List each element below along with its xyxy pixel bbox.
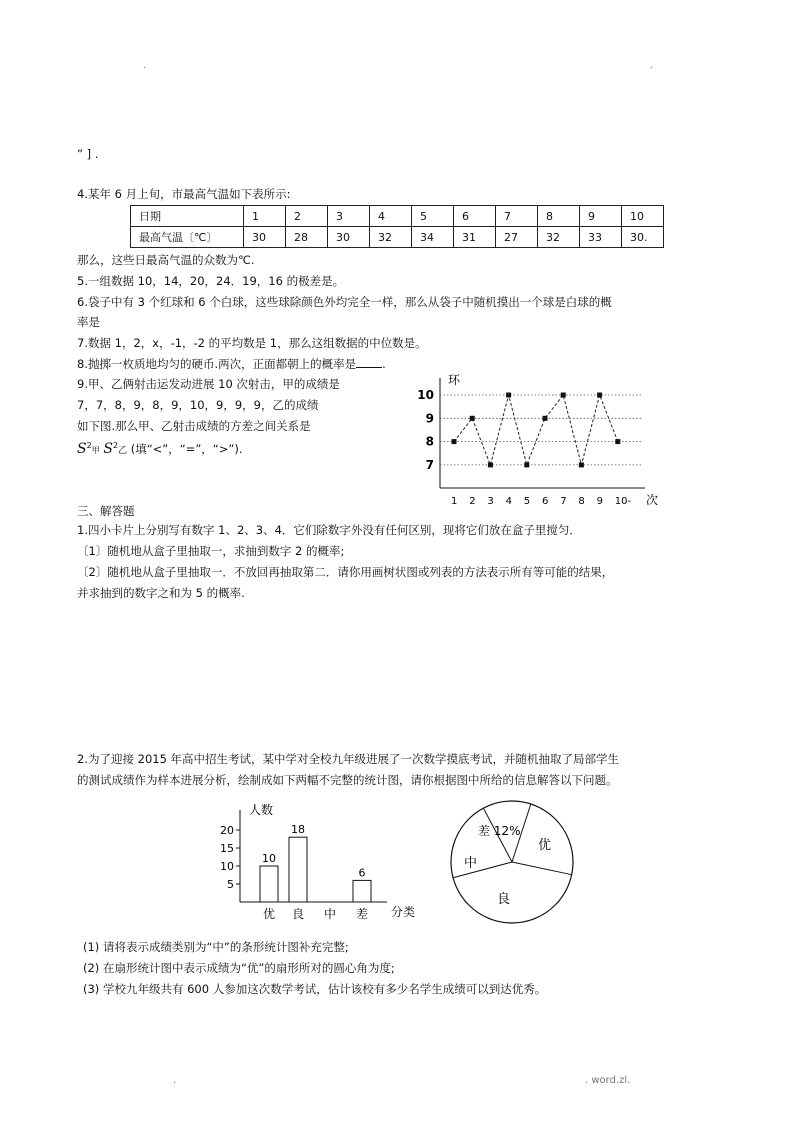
x-tick-label: 1 [451,496,458,507]
q4-stem: 4.某年 6 月上旬，市最高气温如下表所示: [77,187,291,201]
bar [289,837,307,902]
q8 [77,356,386,372]
header-dot-left: . [143,60,147,71]
footer-text: . word.zl. [585,1075,631,1086]
data-point [543,416,548,421]
q8-end: . [382,357,386,371]
table-cell: 27 [496,227,538,248]
x-tick-label: 8 [578,496,585,507]
square: 2 [112,441,119,450]
data-label: 18 [291,823,305,837]
y-axis-label: 环 [448,373,461,387]
pie-slice-label-cha: 差 12% [478,824,521,838]
q9-tail: (填“<”，“=”，“>”). [130,441,243,456]
table-cell: 5 [412,206,454,227]
answer-blank [356,356,382,368]
table-cell: 10 [622,206,664,227]
series-line [454,395,618,465]
temperature-table [130,205,664,248]
s3-q1-2a: 〔2〕随机地从盒子里抽取一．不放回再抽取第二．请你用画树状图或列表的方法表示所有等可能的结果， [77,565,614,579]
pie-slice-label-liang: 良 [497,892,511,907]
s3-q1-1: 〔1〕随机地从盒子里抽取一，求抽到数字 2 的概率; [77,544,345,558]
y-tick-label: 15 [220,842,234,855]
top-fragment: ” ] . [77,147,99,161]
table-cell: 2 [286,206,328,227]
x-tick-label: 3 [487,496,494,507]
data-point [524,462,529,467]
q8-text: 8.抛掷一枚质地均匀的硬币.两次，正面都朝上的概率是 [77,357,357,371]
data-point [597,393,602,398]
score-bar-chart [215,798,425,928]
table-cell: 33 [580,227,622,248]
data-point [452,439,457,444]
q7: 7.数据 1，2，x，-1，-2 的平均数是 1，那么这组数据的中位数是。 [77,336,427,350]
table-cell: 30 [328,227,370,248]
table-cell: 4 [370,206,412,227]
y-tick-label: 7 [425,457,434,472]
x-tick-label: 4 [505,496,512,507]
x-axis-label: 次 [646,493,659,507]
square: 2 [86,441,92,450]
q9-line2: 7，7，8，9，8，9，10，9，9，9，乙的成绩 [77,398,319,412]
table-row [131,206,664,227]
y-axis-label: 人数 [249,803,274,817]
s3-q2-b: 的测试成绩作为样本进展分析，绘制成如下两幅不完整的统计图，请你根据图中所给的信息解答以下问题。 [77,773,618,787]
y-tick-label: 10 [220,860,234,873]
y-tick-label: 10 [417,388,434,402]
x-tick-label: 10- [614,496,632,507]
table-head-temp: 最高气温〔℃〕 [131,227,244,248]
table-cell: 30 [244,227,286,248]
x-tick-label: 2 [469,496,476,507]
x-tick-label: 5 [523,496,531,507]
s3-q1-stem: 1.四小卡片上分别写有数字 1、2、3、4．它们除数字外没有任何区别，现将它们放在盒子里搅匀． [77,523,581,537]
table-cell: 30. [622,227,664,248]
variance-symbol: S [103,440,113,457]
y-tick-label: 20 [220,824,234,837]
category-label: 差 [355,907,369,921]
s3-q2-2: (2) 在扇形统计图中表示成绩为“优”的扇形所对的圆心角为度; [83,961,395,975]
data-point [488,462,493,467]
variance-symbol: S [77,440,87,457]
table-cell: 32 [370,227,412,248]
pie-slice-label-you: 优 [538,838,552,853]
shooting-line-chart [417,370,670,510]
q9-line3: 如下图.那么甲、乙射击成绩的方差之间关系是 [77,419,311,433]
bar [260,866,278,902]
category-label: 优 [262,907,276,921]
data-point [615,439,620,444]
category-label: 中 [323,907,337,921]
data-label: 6 [358,866,366,880]
table-cell: 32 [538,227,580,248]
x-tick-label: 6 [542,496,549,507]
table-cell: 31 [454,227,496,248]
pie-slice-label-zhong: 中 [464,856,478,871]
data-point [506,393,511,398]
data-label: 10 [262,852,276,865]
x-tick-label: 9 [596,496,603,507]
header-dot-right: . [650,60,654,71]
table-row [131,227,664,248]
subscript-yi: 乙 [118,445,128,456]
table-head-date: 日期 [131,206,244,227]
s3-q2-3: (3) 学校九年级共有 600 人参加这次数学考试，估计该校有多少名学生成绩可以到达优秀。 [83,982,547,996]
q9-line4 [77,438,243,459]
q6-line2: 率是 [77,315,100,329]
table-cell: 1 [244,206,286,227]
table-cell: 6 [454,206,496,227]
data-point [579,462,584,467]
x-tick-label: 7 [560,496,567,507]
q5: 5.一组数据 10，14，20，24．19，16 的极差是。 [77,274,345,288]
table-cell: 9 [580,206,622,227]
table-cell: 28 [286,227,328,248]
data-point [470,416,475,421]
table-cell: 8 [538,206,580,227]
y-tick-label: 8 [425,434,434,449]
q9-line1: 9.甲、乙俩射击运发动进展 10 次射击，甲的成绩是 [77,377,340,391]
s3-q2-1: (1) 请将表示成绩类别为“中”的条形统计图补充完整; [83,940,349,954]
s3-q2-a: 2.为了迎接 2015 年高中招生考试，某中学对全校九年级进展了一次数学摸底考试，并随机抽取了局部学生 [77,752,620,766]
footer-dot: . [173,1075,177,1086]
table-cell: 7 [496,206,538,227]
score-pie-chart [445,798,585,928]
data-point [561,393,566,398]
q4-after: 那么，这些日最高气温的众数为℃. [77,253,255,267]
table-cell: 34 [412,227,454,248]
category-label: 良 [291,907,305,921]
bar [353,880,371,902]
y-tick-label: 9 [425,411,434,426]
table-cell: 3 [328,206,370,227]
s3-q1-2b: 并求抽到的数字之和为 5 的概率. [77,586,245,600]
subscript-jia: 甲 [91,445,100,455]
q6-line1: 6.袋子中有 3 个红球和 6 个白球，这些球除颜色外均完全一样，那么从袋子中随机摸出一个球是白球的概 [77,295,612,309]
section3-title: 三、解答题 [77,504,135,518]
y-tick-label: 5 [227,878,234,891]
x-axis-label: 分类 [391,905,416,919]
